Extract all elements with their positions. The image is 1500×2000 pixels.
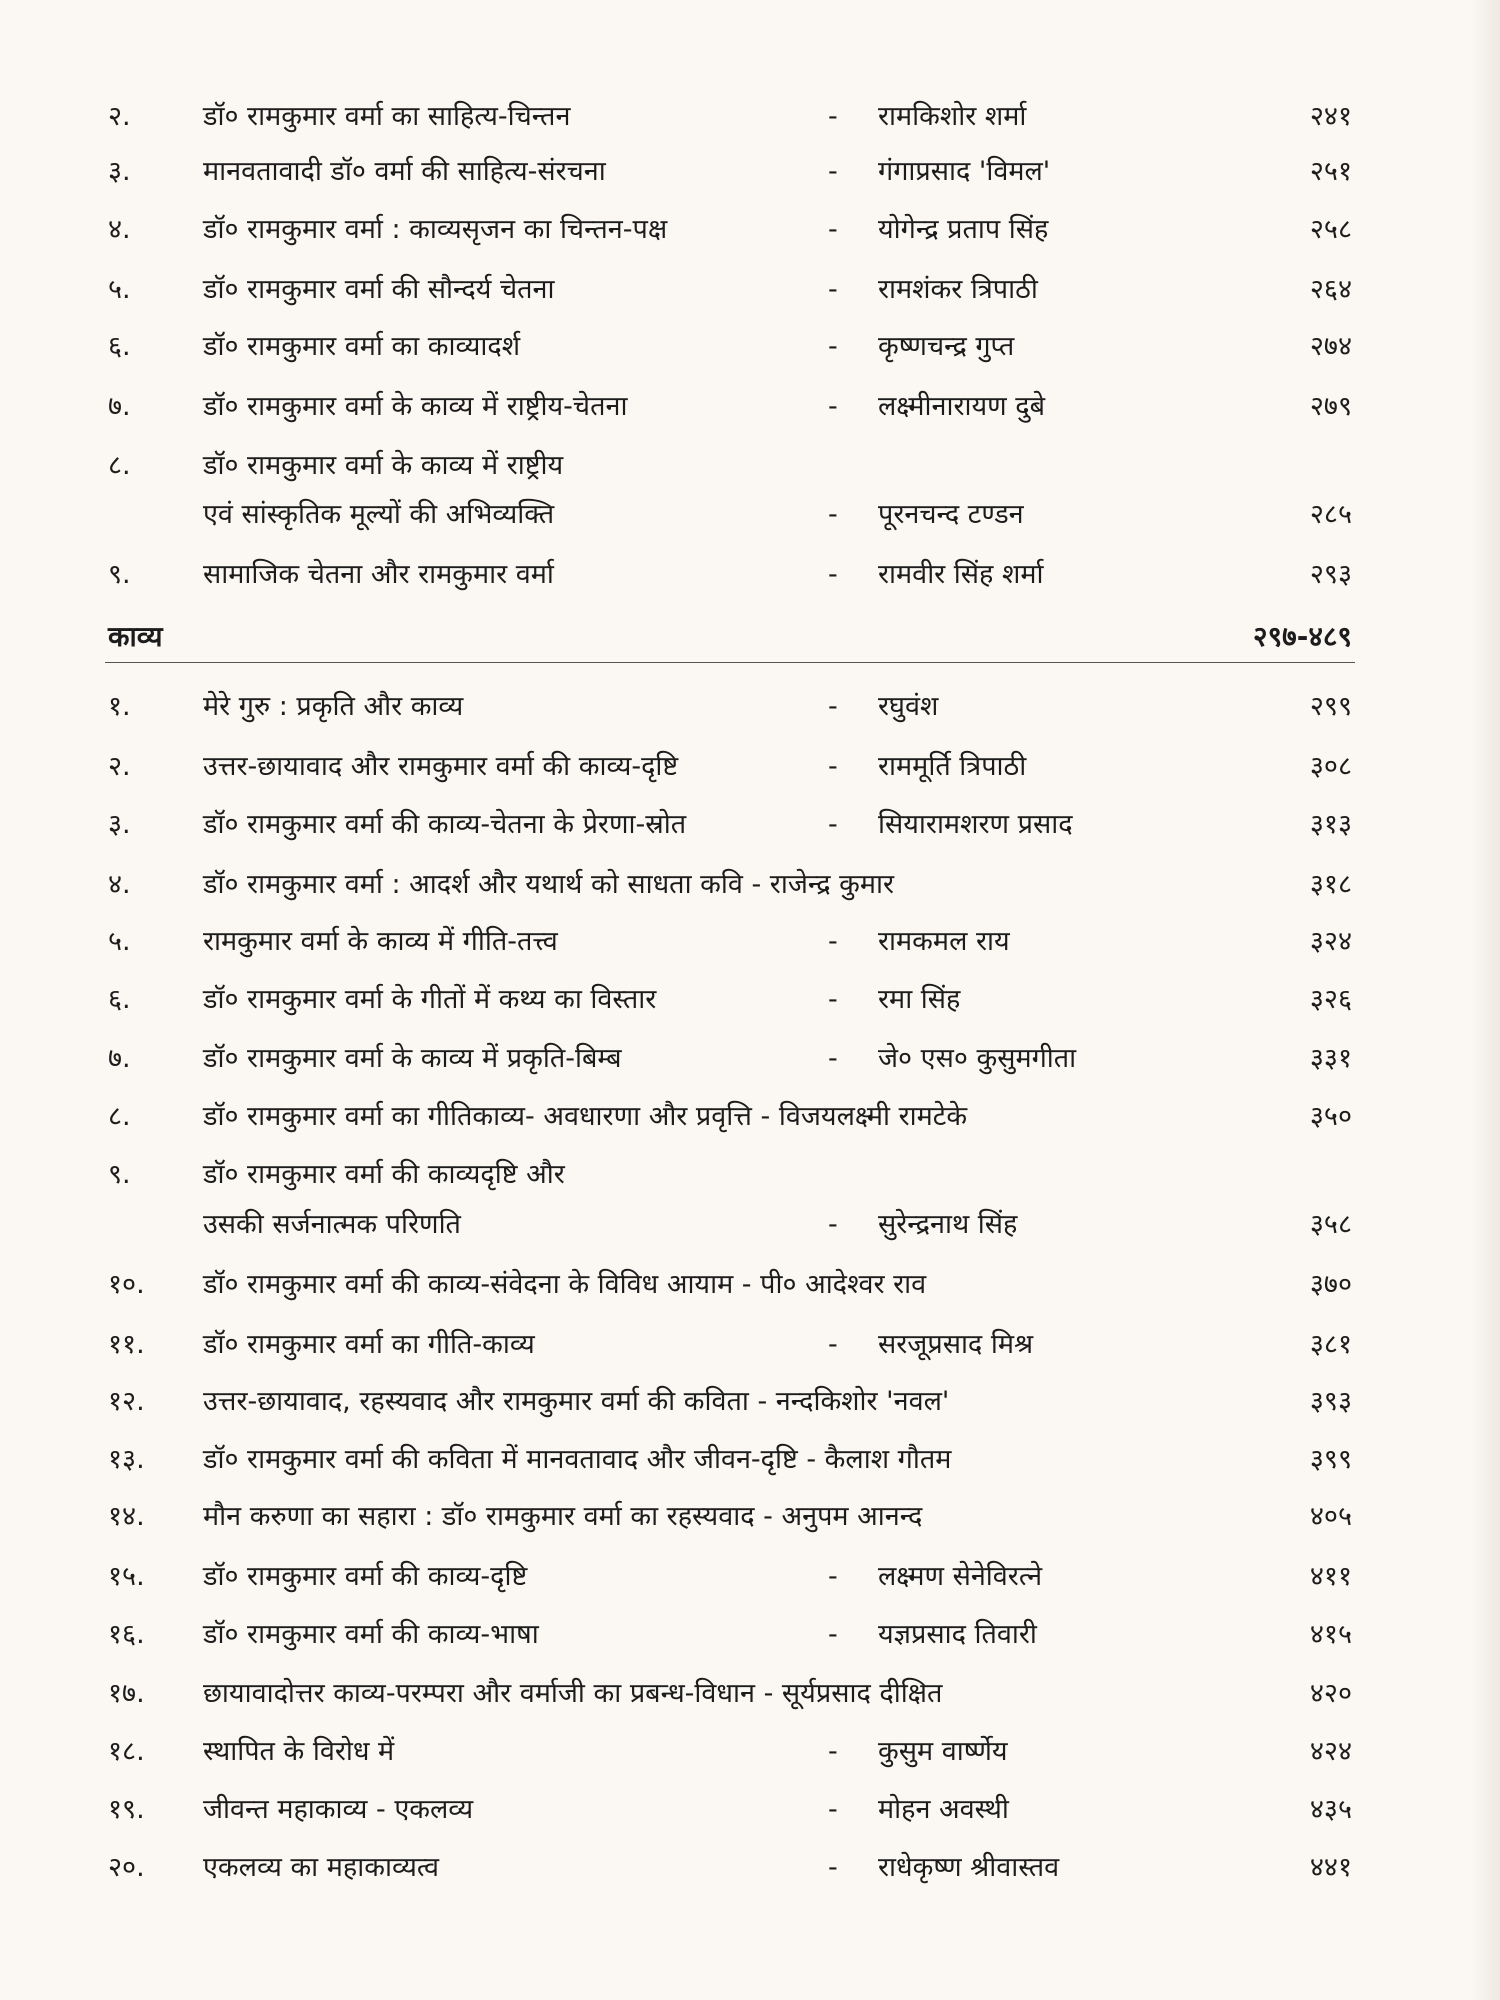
entry-dash: - xyxy=(828,926,838,957)
entry-dash: - xyxy=(828,274,838,305)
entry-page-number: ३५८ xyxy=(1309,1209,1352,1240)
entry-title: मानवतावादी डॉ० वर्मा की साहित्य-संरचना xyxy=(203,156,606,187)
entry-number: ६. xyxy=(108,331,131,362)
entry-page-number: ३२६ xyxy=(1309,984,1352,1015)
entry-number: ६. xyxy=(108,984,131,1015)
entry-page-number: ४२४ xyxy=(1309,1736,1352,1767)
entry-title: एवं सांस्कृतिक मूल्यों की अभिव्यक्ति xyxy=(203,499,555,530)
entry-author: सुरेन्द्रनाथ सिंह xyxy=(878,1209,1018,1240)
entry-dash: - xyxy=(828,1209,838,1240)
entry-author: गंगाप्रसाद 'विमल' xyxy=(878,156,1051,187)
entry-page-number: २९९ xyxy=(1309,691,1352,722)
entry-author: रामवीर सिंह शर्मा xyxy=(878,559,1044,590)
entry-page-number: २५८ xyxy=(1309,214,1352,245)
entry-page-number: ३९३ xyxy=(1309,1386,1352,1417)
entry-title: उत्तर-छायावाद, रहस्यवाद और रामकुमार वर्मा की कविता - नन्दकिशोर 'नवल' xyxy=(203,1386,950,1417)
entry-title: डॉ० रामकुमार वर्मा की सौन्दर्य चेतना xyxy=(203,274,555,305)
entry-number: ७. xyxy=(108,1043,131,1074)
entry-author: सियारामशरण प्रसाद xyxy=(878,809,1073,840)
entry-author: कृष्णचन्द्र गुप्त xyxy=(878,331,1015,362)
entry-title: डॉ० रामकुमार वर्मा का काव्यादर्श xyxy=(203,331,521,362)
section-page-range: २९७-४८९ xyxy=(1253,620,1352,653)
entry-title: छायावादोत्तर काव्य-परम्परा और वर्माजी का प्रबन्ध-विधान - सूर्यप्रसाद दीक्षित xyxy=(203,1678,943,1709)
entry-dash: - xyxy=(828,1794,838,1825)
entry-number: ४. xyxy=(108,214,131,245)
entry-page-number: ३८१ xyxy=(1309,1329,1352,1360)
entry-number: १६. xyxy=(108,1619,145,1650)
entry-dash: - xyxy=(828,1329,838,1360)
entry-title: डॉ० रामकुमार वर्मा : आदर्श और यथार्थ को साधता कवि - राजेन्द्र कुमार xyxy=(203,869,895,900)
entry-number: ५. xyxy=(108,274,131,305)
entry-number: १२. xyxy=(108,1386,145,1417)
entry-number: २०. xyxy=(108,1852,145,1883)
entry-title: डॉ० रामकुमार वर्मा का गीतिकाव्य- अवधारणा और प्रवृत्ति - विजयलक्ष्मी रामटेके xyxy=(203,1101,968,1132)
entry-title: डॉ० रामकुमार वर्मा का गीति-काव्य xyxy=(203,1329,535,1360)
entry-dash: - xyxy=(828,809,838,840)
entry-dash: - xyxy=(828,499,838,530)
entry-title: एकलव्य का महाकाव्यत्व xyxy=(203,1852,440,1883)
entry-page-number: ३०८ xyxy=(1309,751,1352,782)
entry-author: रघुवंश xyxy=(878,691,939,722)
entry-number: ८. xyxy=(108,450,131,481)
entry-title: रामकुमार वर्मा के काव्य में गीति-तत्त्व xyxy=(203,926,558,957)
page-edge-shadow xyxy=(1470,0,1500,2000)
entry-number: १९. xyxy=(108,1794,145,1825)
entry-author: मोहन अवस्थी xyxy=(878,1794,1009,1825)
entry-author: लक्ष्मीनारायण दुबे xyxy=(878,391,1045,422)
entry-page-number: ३१८ xyxy=(1309,869,1352,900)
entry-number: ९. xyxy=(108,1159,131,1190)
entry-number: १५. xyxy=(108,1561,145,1592)
entry-page-number: ३३१ xyxy=(1309,1043,1352,1074)
entry-dash: - xyxy=(828,1736,838,1767)
entry-number: ३. xyxy=(108,809,131,840)
entry-page-number: २७४ xyxy=(1309,331,1352,362)
entry-title: मेरे गुरु : प्रकृति और काव्य xyxy=(203,691,464,722)
entry-dash: - xyxy=(828,691,838,722)
entry-page-number: ४०५ xyxy=(1309,1501,1352,1532)
entry-author: पूरनचन्द टण्डन xyxy=(878,499,1024,530)
entry-author: जे० एस० कुसुमगीता xyxy=(878,1043,1077,1074)
entry-dash: - xyxy=(828,751,838,782)
entry-title: उसकी सर्जनात्मक परिणति xyxy=(203,1209,461,1240)
entry-number: ७. xyxy=(108,391,131,422)
section-divider xyxy=(105,662,1355,663)
entry-number: १७. xyxy=(108,1678,145,1709)
entry-number: ३. xyxy=(108,156,131,187)
entry-dash: - xyxy=(828,1619,838,1650)
entry-page-number: ४१५ xyxy=(1309,1619,1352,1650)
section-heading-kavya: काव्य xyxy=(108,620,163,653)
entry-author: रामकमल राय xyxy=(878,926,1010,957)
entry-page-number: २४१ xyxy=(1309,101,1352,132)
entry-number: २. xyxy=(108,101,131,132)
entry-dash: - xyxy=(828,1852,838,1883)
entry-title: डॉ० रामकुमार वर्मा के गीतों में कथ्य का विस्तार xyxy=(203,984,657,1015)
entry-page-number: ३१३ xyxy=(1309,809,1352,840)
entry-title: डॉ० रामकुमार वर्मा की काव्य-भाषा xyxy=(203,1619,539,1650)
entry-dash: - xyxy=(828,1043,838,1074)
entry-author: कुसुम वार्ष्णेय xyxy=(878,1736,1008,1767)
entry-number: २. xyxy=(108,751,131,782)
entry-title: डॉ० रामकुमार वर्मा की काव्यदृष्टि और xyxy=(203,1159,565,1190)
entry-page-number: ३९९ xyxy=(1309,1444,1352,1475)
entry-number: ५. xyxy=(108,926,131,957)
entry-title: डॉ० रामकुमार वर्मा की कविता में मानवतावाद और जीवन-दृष्टि - कैलाश गौतम xyxy=(203,1444,952,1475)
entry-title: स्थापित के विरोध में xyxy=(203,1736,395,1767)
entry-title: डॉ० रामकुमार वर्मा की काव्य-दृष्टि xyxy=(203,1561,528,1592)
entry-page-number: ४४१ xyxy=(1309,1852,1352,1883)
entry-dash: - xyxy=(828,1561,838,1592)
entry-author: रमा सिंह xyxy=(878,984,961,1015)
entry-number: १४. xyxy=(108,1501,145,1532)
entry-page-number: ४२० xyxy=(1309,1678,1352,1709)
entry-dash: - xyxy=(828,214,838,245)
entry-page-number: ३७० xyxy=(1309,1269,1352,1300)
entry-page-number: ३२४ xyxy=(1309,926,1352,957)
entry-author: लक्ष्मण सेनेविरत्ने xyxy=(878,1561,1043,1592)
entry-author: रामशंकर त्रिपाठी xyxy=(878,274,1038,305)
entry-page-number: ३५० xyxy=(1309,1101,1352,1132)
entry-title: उत्तर-छायावाद और रामकुमार वर्मा की काव्य-दृष्टि xyxy=(203,751,679,782)
entry-page-number: ४३५ xyxy=(1309,1794,1352,1825)
entry-page-number: २८५ xyxy=(1309,499,1352,530)
entry-number: १. xyxy=(108,691,131,722)
entry-page-number: २६४ xyxy=(1309,274,1352,305)
entry-title: डॉ० रामकुमार वर्मा के काव्य में राष्ट्रीय-चेतना xyxy=(203,391,628,422)
entry-number: १०. xyxy=(108,1269,145,1300)
entry-title: डॉ० रामकुमार वर्मा का साहित्य-चिन्तन xyxy=(203,101,571,132)
entry-author: यज्ञप्रसाद तिवारी xyxy=(878,1619,1037,1650)
entry-page-number: २७९ xyxy=(1309,391,1352,422)
entry-title: डॉ० रामकुमार वर्मा के काव्य में राष्ट्रीय xyxy=(203,450,564,481)
entry-title: सामाजिक चेतना और रामकुमार वर्मा xyxy=(203,559,554,590)
entry-title: डॉ० रामकुमार वर्मा के काव्य में प्रकृति-बिम्ब xyxy=(203,1043,622,1074)
entry-number: ९. xyxy=(108,559,131,590)
entry-dash: - xyxy=(828,391,838,422)
entry-number: १३. xyxy=(108,1444,145,1475)
entry-dash: - xyxy=(828,101,838,132)
entry-author: योगेन्द्र प्रताप सिंह xyxy=(878,214,1049,245)
entry-page-number: २९३ xyxy=(1309,559,1352,590)
entry-number: ८. xyxy=(108,1101,131,1132)
entry-title: मौन करुणा का सहारा : डॉ० रामकुमार वर्मा का रहस्यवाद - अनुपम आनन्द xyxy=(203,1501,923,1532)
entry-title: डॉ० रामकुमार वर्मा : काव्यसृजन का चिन्तन-पक्ष xyxy=(203,214,668,245)
entry-author: राममूर्ति त्रिपाठी xyxy=(878,751,1027,782)
entry-page-number: २५१ xyxy=(1309,156,1352,187)
entry-author: सरजूप्रसाद मिश्र xyxy=(878,1329,1034,1360)
entry-author: राधेकृष्ण श्रीवास्तव xyxy=(878,1852,1060,1883)
entry-number: १८. xyxy=(108,1736,145,1767)
entry-title: डॉ० रामकुमार वर्मा की काव्य-चेतना के प्रेरणा-स्रोत xyxy=(203,809,687,840)
entry-page-number: ४११ xyxy=(1309,1561,1352,1592)
entry-dash: - xyxy=(828,559,838,590)
entry-dash: - xyxy=(828,331,838,362)
entry-dash: - xyxy=(828,156,838,187)
entry-title: डॉ० रामकुमार वर्मा की काव्य-संवेदना के विविध आयाम - पी० आदेश्वर राव xyxy=(203,1269,927,1300)
entry-number: ४. xyxy=(108,869,131,900)
entry-dash: - xyxy=(828,984,838,1015)
entry-author: रामकिशोर शर्मा xyxy=(878,101,1027,132)
entry-number: ११. xyxy=(108,1329,145,1360)
entry-title: जीवन्त महाकाव्य - एकलव्य xyxy=(203,1794,474,1825)
